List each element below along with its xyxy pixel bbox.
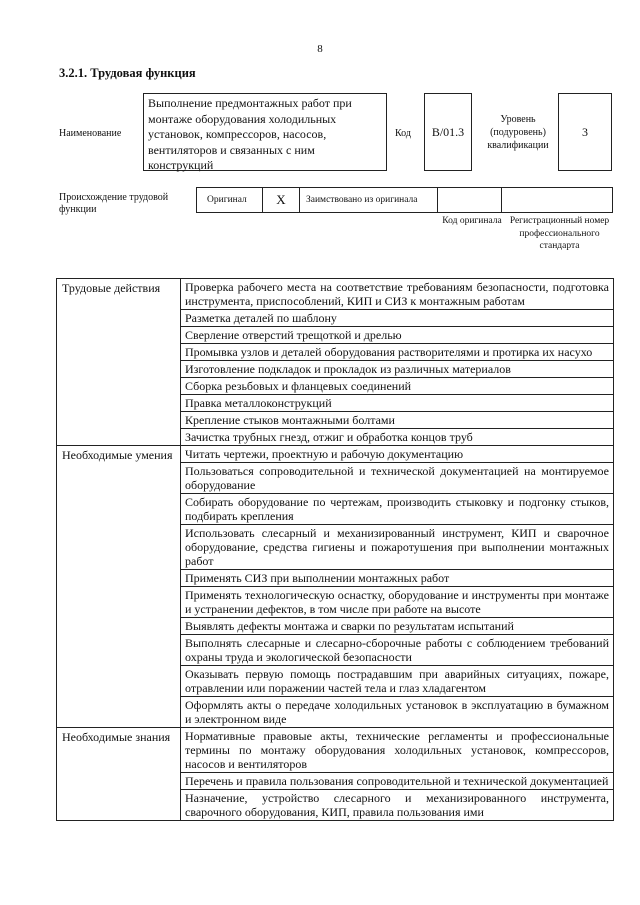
category-cell: Трудовые действия bbox=[57, 279, 181, 446]
origin-row bbox=[196, 187, 613, 213]
category-cell: Необходимые знания bbox=[57, 728, 181, 821]
item-cell: Собирать оборудование по чертежам, производить стыковку и подгонку стыков, подбирать крепления bbox=[181, 494, 614, 525]
origin-code-caption: Код оригинала bbox=[442, 216, 502, 226]
item-cell: Зачистка трубных гнезд, отжиг и обработка концов труб bbox=[181, 429, 614, 446]
item-cell: Пользоваться сопроводительной и технической документацией на монтируемое оборудование bbox=[181, 463, 614, 494]
item-cell: Крепление стыков монтажными болтами bbox=[181, 412, 614, 429]
item-cell: Проверка рабочего места на соответствие требованиям безопасности, подготовка инструмента, приспособлений, КИП и СИЗ к монтажным работам bbox=[181, 279, 614, 310]
item-cell: Промывка узлов и деталей оборудования растворителями и протирка их насухо bbox=[181, 344, 614, 361]
function-name-box: Выполнение предмонтажных работ при монтаже оборудования холодильных установок, компрессоров, насосов, вентиляторов и связанных с ним конструкций bbox=[143, 93, 387, 171]
item-cell: Сверление отверстий трещоткой и дрелью bbox=[181, 327, 614, 344]
table-row bbox=[57, 728, 614, 773]
item-cell: Разметка деталей по шаблону bbox=[181, 310, 614, 327]
item-cell: Применять технологическую оснастку, оборудование и инструменты при монтаже и устранении дефектов, в том числе при работе на высоте bbox=[181, 587, 614, 618]
item-cell: Сборка резьбовых и фланцевых соединений bbox=[181, 378, 614, 395]
item-cell: Правка металлоконструкций bbox=[181, 395, 614, 412]
borrowed-label: Заимствовано из оригинала bbox=[300, 188, 438, 212]
item-cell: Изготовление подкладок и прокладок из различных материалов bbox=[181, 361, 614, 378]
name-label: Наименование bbox=[59, 128, 122, 139]
table-row bbox=[57, 446, 614, 463]
table-row bbox=[57, 279, 614, 310]
function-table bbox=[56, 278, 614, 821]
origin-code-cell bbox=[438, 188, 502, 212]
item-cell: Читать чертежи, проектную и рабочую документацию bbox=[181, 446, 614, 463]
original-mark: X bbox=[263, 188, 300, 212]
item-cell: Нормативные правовые акты, технические регламенты и профессиональные термины по монтажу оборудования холодильных установок, компрессоров, насосов и вентиляторов bbox=[181, 728, 614, 773]
origin-label: Происхождение трудовой функции bbox=[59, 192, 169, 215]
qualification-level-label: Уровень (подуровень) квалификации bbox=[487, 114, 549, 151]
item-cell: Применять СИЗ при выполнении монтажных работ bbox=[181, 570, 614, 587]
item-cell: Оказывать первую помощь пострадавшим при аварийных ситуациях, пожаре, отравлении или поражении частей тела и глаз хладагентом bbox=[181, 666, 614, 697]
function-code-box: В/01.3 bbox=[424, 93, 472, 171]
page-number: 8 bbox=[317, 43, 323, 55]
item-cell: Назначение, устройство слесарного и механизированного инструмента, сварочного оборудования, КИП, правила пользования ими bbox=[181, 790, 614, 821]
category-cell: Необходимые умения bbox=[57, 446, 181, 728]
item-cell: Перечень и правила пользования сопроводительной и технической документацией bbox=[181, 773, 614, 790]
section-title: 3.2.1. Трудовая функция bbox=[59, 66, 196, 80]
code-label: Код bbox=[395, 128, 411, 139]
item-cell: Использовать слесарный и механизированный инструмент, КИП и сварочное оборудование, средства гигиены и пожаротушения при выполнении монтажных работ bbox=[181, 525, 614, 570]
item-cell: Оформлять акты о передаче холодильных установок в эксплуатацию в бумажном и электронном виде bbox=[181, 697, 614, 728]
original-label: Оригинал bbox=[197, 188, 263, 212]
registration-number-caption: Регистрационный номер профессионального стандарта bbox=[509, 216, 610, 251]
qualification-level-box: 3 bbox=[558, 93, 612, 171]
origin-reg-cell bbox=[502, 188, 612, 212]
item-cell: Выявлять дефекты монтажа и сварки по результатам испытаний bbox=[181, 618, 614, 635]
item-cell: Выполнять слесарные и слесарно-сборочные работы с соблюдением требований охраны труда и экологической безопасности bbox=[181, 635, 614, 666]
